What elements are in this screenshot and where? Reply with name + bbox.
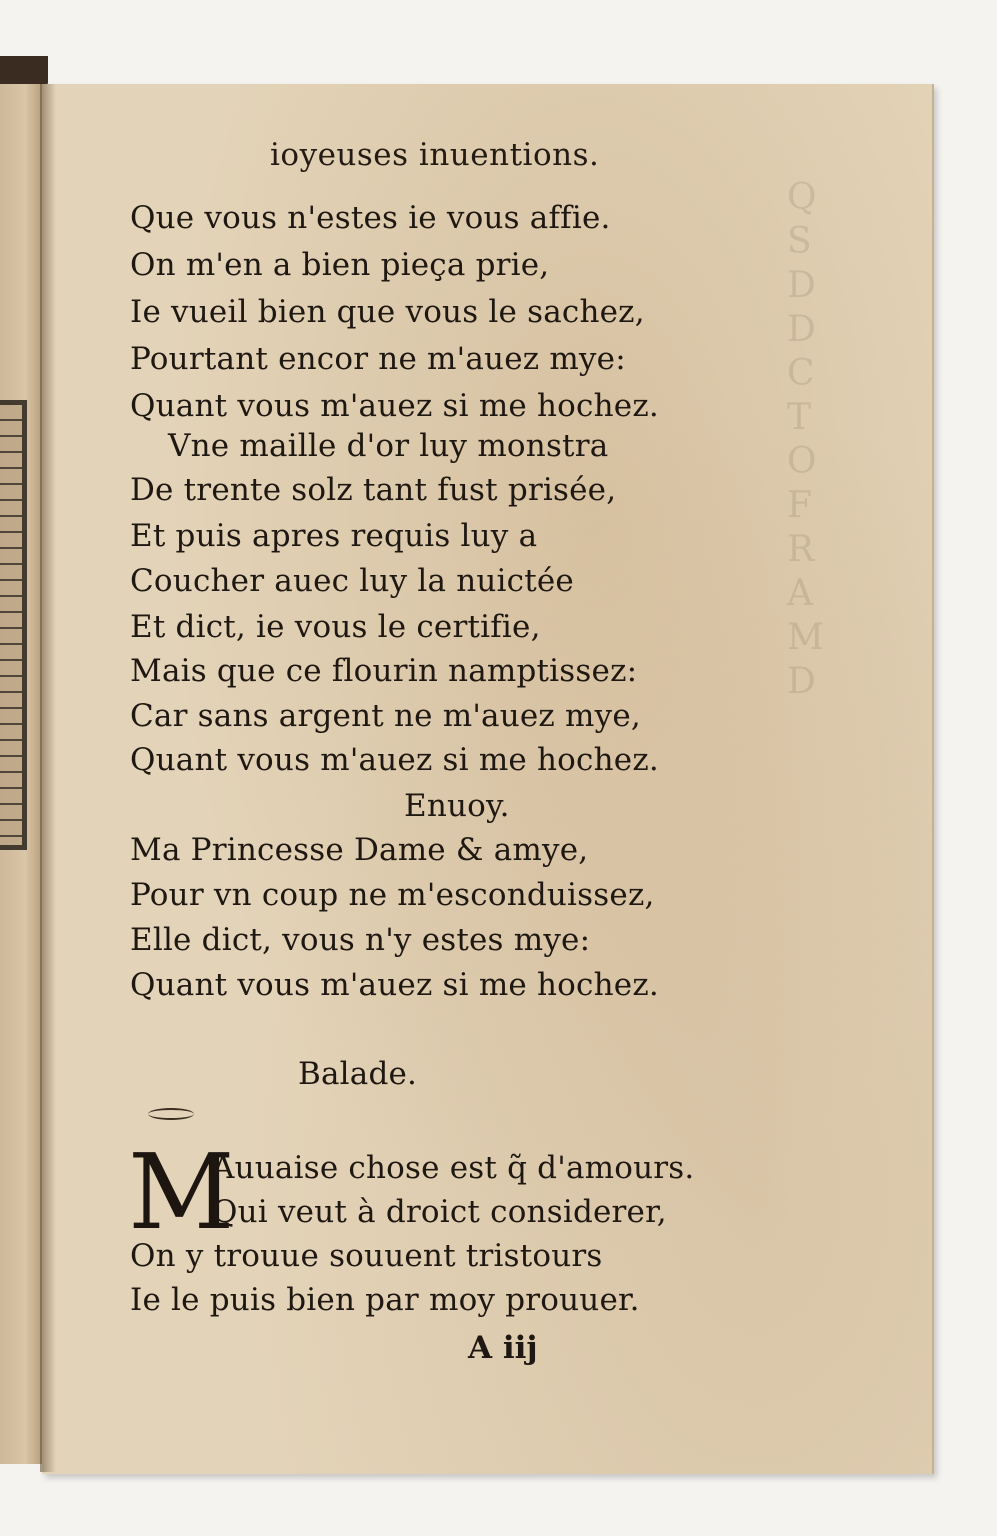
- drop-cap: M: [128, 1131, 235, 1253]
- verse-line: Pourtant encor ne m'auez mye:: [130, 341, 626, 377]
- verse-line: Auuaise chose est q̃ d'amours.: [212, 1150, 695, 1186]
- verse-line: De trente solz tant fust prisée,: [130, 472, 617, 508]
- previous-page-edge: [0, 84, 44, 1464]
- show-through-text: Q S D D C T O F R A M D: [787, 177, 824, 702]
- verse-line: Pour vn coup ne m'esconduissez,: [130, 877, 655, 913]
- ornament-icon: [148, 1108, 194, 1120]
- verse-line: Vne maille d'or luy monstra: [168, 428, 609, 464]
- gutter-shadow: [40, 84, 56, 1472]
- running-head: ioyeuses inuentions.: [270, 137, 600, 173]
- verse-line: Ie le puis bien par moy prouuer.: [130, 1282, 640, 1318]
- verse-line: Quant vous m'auez si me hochez.: [130, 388, 659, 424]
- verse-line: Et dict, ie vous le certifie,: [130, 609, 541, 645]
- verse-line: On m'en a bien pieça prie,: [130, 247, 550, 283]
- verse-line: Ma Princesse Dame & amye,: [130, 832, 589, 868]
- verse-line: Quant vous m'auez si me hochez.: [130, 967, 659, 1003]
- balade-heading: Balade.: [298, 1056, 418, 1092]
- signature-mark: A iij: [468, 1330, 538, 1366]
- verse-line: Que vous n'estes ie vous affie.: [130, 200, 611, 236]
- verse-line: Quant vous m'auez si me hochez.: [130, 742, 659, 778]
- verse-line: Coucher auec luy la nuictée: [130, 563, 574, 599]
- woodcut-border: [0, 400, 27, 850]
- verse-line: Elle dict, vous n'y estes mye:: [130, 922, 591, 958]
- verse-line: Ie vueil bien que vous le sachez,: [130, 294, 645, 330]
- verse-line: Mais que ce flourin namptissez:: [130, 653, 638, 689]
- verse-line: Qui veut à droict considerer,: [212, 1194, 667, 1230]
- verse-line: Et puis apres requis luy a: [130, 518, 538, 554]
- verse-line: On y trouue souuent tristours: [130, 1238, 603, 1274]
- envoy-heading: Enuoy.: [404, 788, 510, 824]
- verse-line: Car sans argent ne m'auez mye,: [130, 698, 641, 734]
